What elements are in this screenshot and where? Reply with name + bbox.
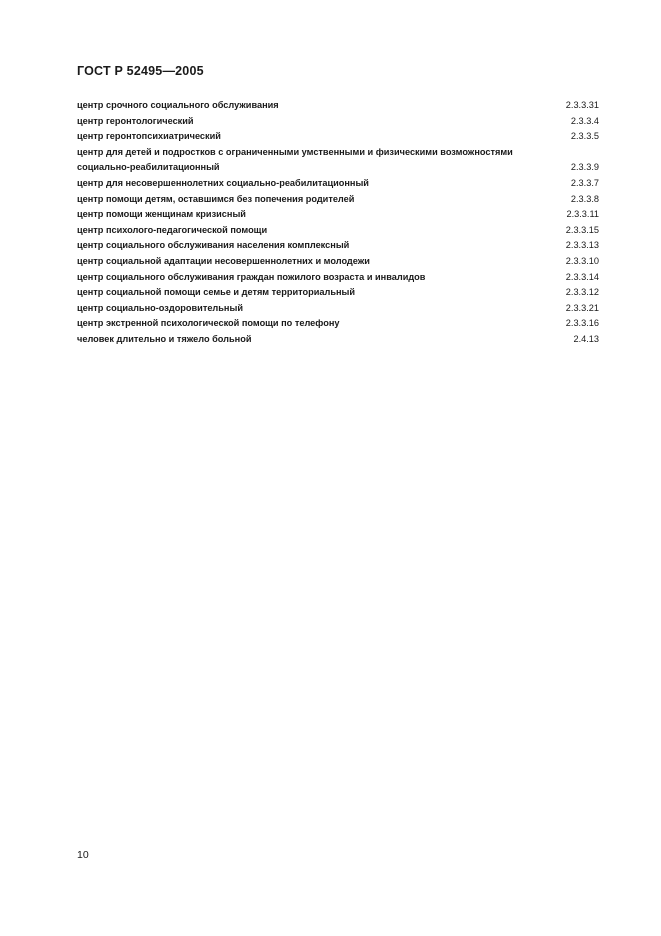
index-term: человек длительно и тяжело больной — [77, 333, 252, 344]
index-entry — [77, 207, 599, 223]
index-ref: 2.3.3.8 — [570, 193, 599, 204]
index-term: центр геронтопсихиатрический — [77, 131, 221, 142]
index-ref: 2.3.3.12 — [565, 287, 599, 298]
index-ref: 2.3.3.5 — [570, 131, 599, 142]
index-entry — [77, 145, 599, 176]
index-term: центр социального обслуживания граждан пожилого возраста и инвалидов — [77, 271, 426, 282]
index-entry — [77, 192, 599, 208]
index-entry — [77, 270, 599, 286]
index-term: центр социальной помощи семье и детям территориальный — [77, 287, 356, 298]
index-term: центр для детей и подростков с ограниченными умственными и физическими возможностями социально-реабилитационный — [77, 146, 513, 173]
index-ref: 2.3.3.13 — [565, 240, 599, 251]
index-ref: 2.3.3.14 — [565, 271, 599, 282]
page-number: 10 — [77, 849, 89, 861]
index-ref: 2.3.3.4 — [570, 115, 599, 126]
index-term: центр геронтологический — [77, 115, 194, 126]
index-term: центр социально-оздоровительный — [77, 302, 243, 313]
index-entry — [77, 223, 599, 239]
index-entry — [77, 254, 599, 270]
index-term: центр помощи женщинам кризисный — [77, 209, 246, 220]
index-entry — [77, 332, 599, 348]
index-entry — [77, 238, 599, 254]
index-term: центр экстренной психологической помощи по телефону — [77, 318, 340, 329]
alphabetical-index — [77, 98, 599, 348]
index-entry — [77, 285, 599, 301]
index-term: центр психолого-педагогической помощи — [77, 224, 268, 235]
index-ref: 2.3.3.11 — [566, 209, 599, 220]
index-term: центр помощи детям, оставшимся без попечения родителей — [77, 193, 355, 204]
index-ref: 2.3.3.21 — [565, 302, 599, 313]
index-ref: 2.3.3.31 — [565, 100, 599, 110]
index-entry — [77, 114, 599, 130]
index-entry — [77, 129, 599, 145]
index-entry — [77, 316, 599, 332]
index-term: центр социального обслуживания населения комплексный — [77, 240, 350, 251]
index-entry — [77, 98, 599, 114]
index-term: центр социальной адаптации несовершеннолетних и молодежи — [77, 255, 370, 266]
document-header: ГОСТ Р 52495—2005 — [77, 64, 204, 78]
index-ref: 2.3.3.7 — [570, 177, 599, 188]
index-ref: 2.3.3.10 — [565, 255, 599, 266]
index-ref: 2.3.3.9 — [570, 162, 599, 173]
index-ref: 2.3.3.16 — [565, 318, 599, 329]
index-ref: 2.3.3.15 — [565, 224, 599, 235]
index-ref: 2.4.13 — [573, 333, 599, 344]
index-term: центр срочного социального обслуживания — [77, 100, 279, 110]
index-term: центр для несовершеннолетних социально-реабилитационный — [77, 177, 369, 188]
index-entry — [77, 301, 599, 317]
index-entry — [77, 176, 599, 192]
